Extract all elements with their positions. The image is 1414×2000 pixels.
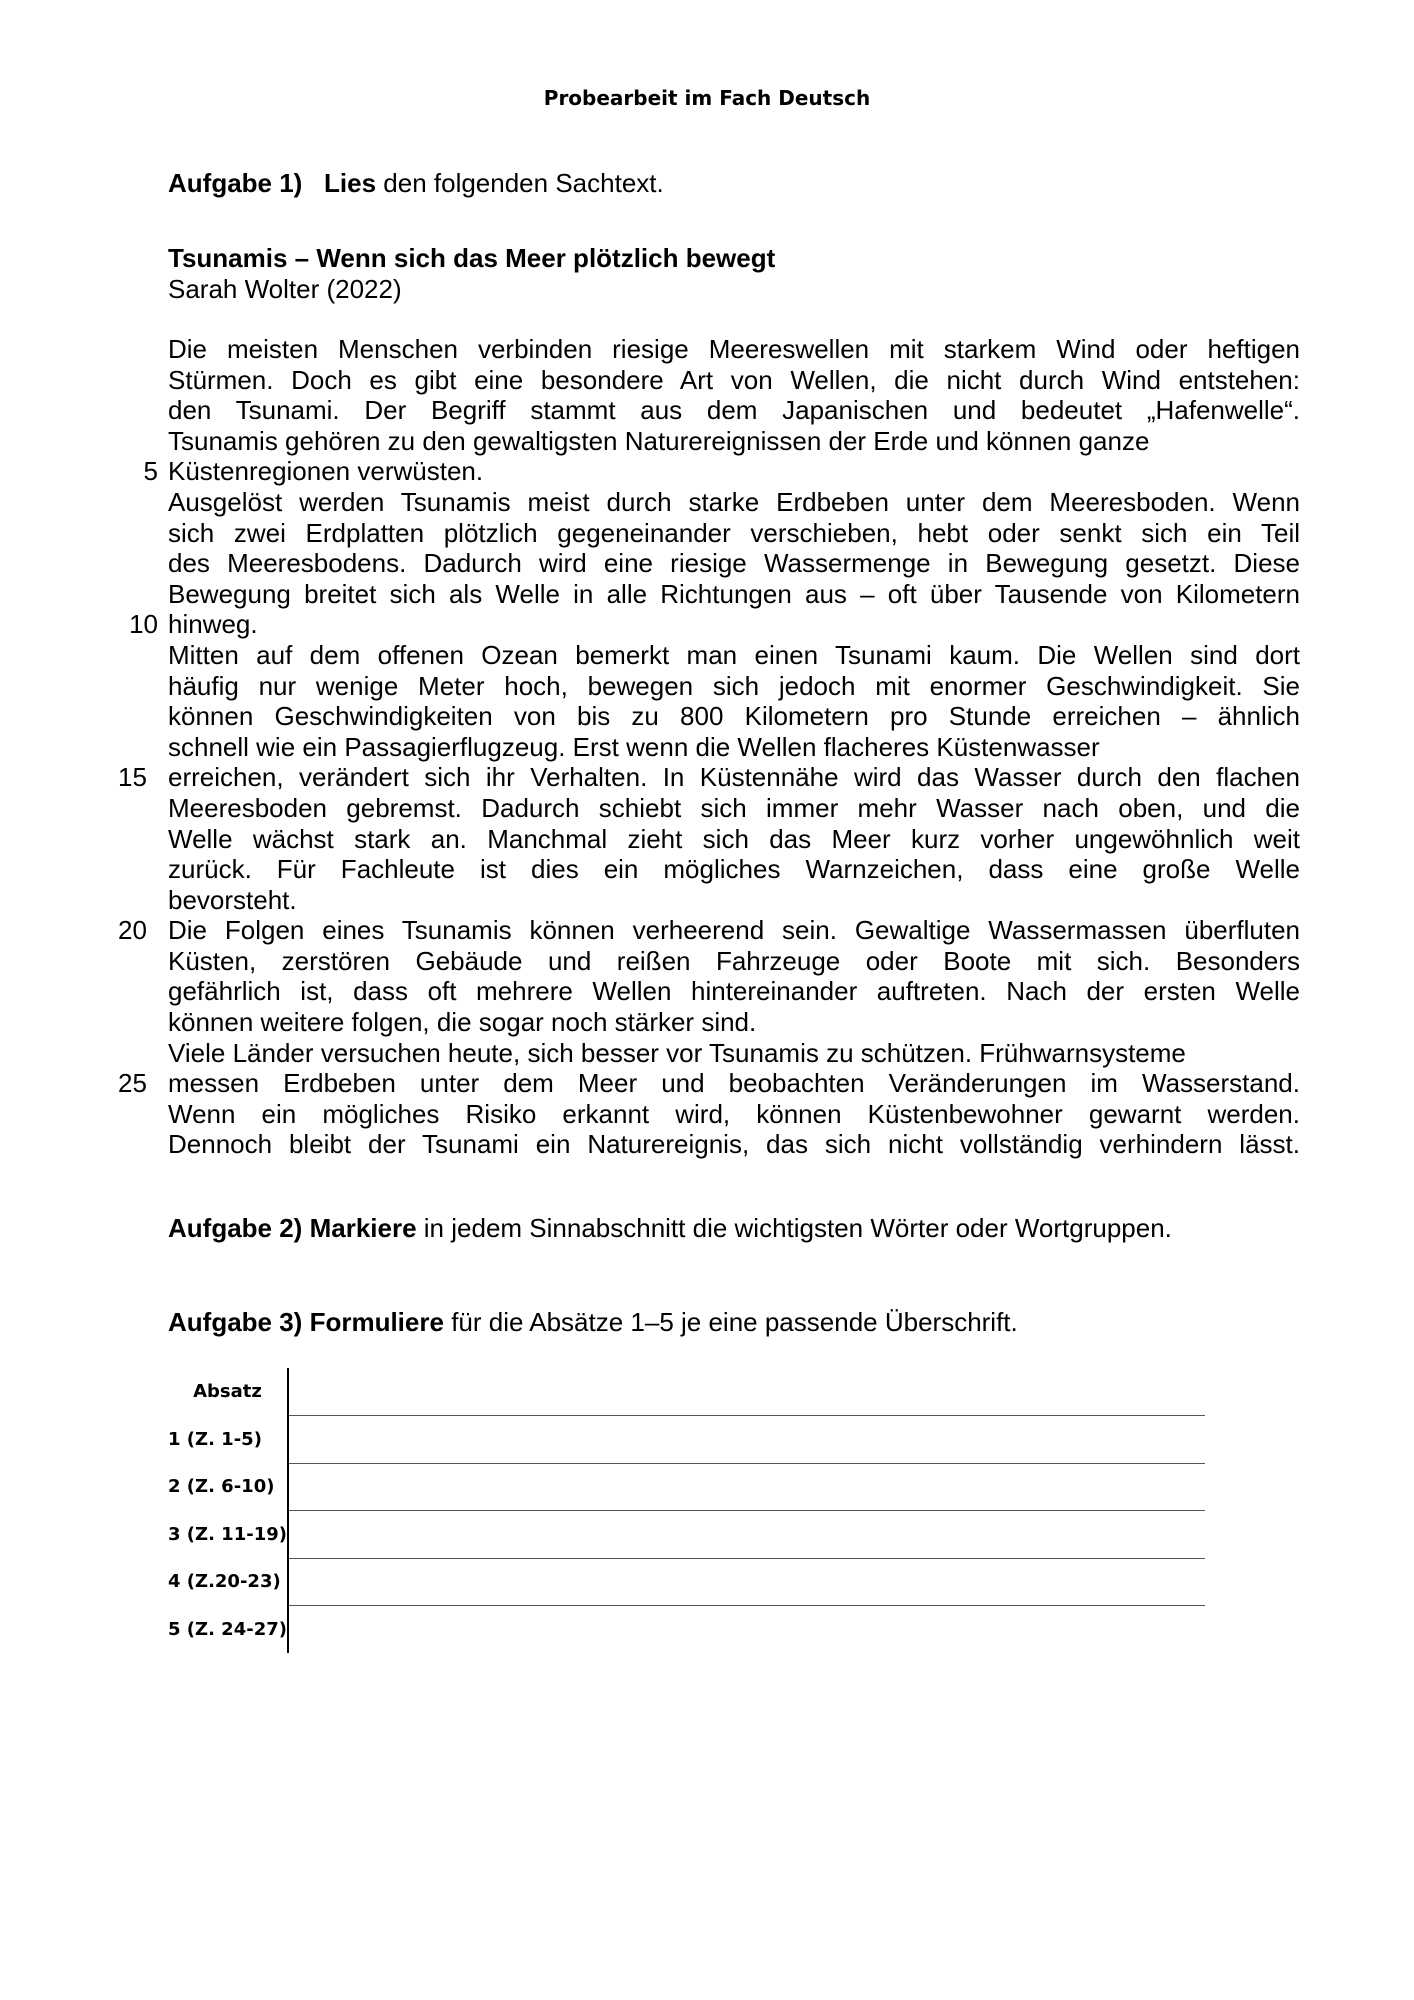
line-text: Bewegung breitet sich als Welle in alle Richtungen aus – oft über Tausende von Kilometern: [168, 578, 1300, 609]
article-line: [168, 824, 1300, 855]
line-text: gefährlich ist, dass oft mehrere Wellen hintereinander auftreten. Nach der ersten Welle: [168, 976, 1300, 1007]
table-header-blank: [288, 1368, 1205, 1416]
line-number: 20: [118, 915, 147, 946]
heading-answer-field[interactable]: [288, 1416, 1205, 1464]
article-line: [168, 946, 1300, 977]
table-row-label: 4 (Z.20-23): [168, 1558, 288, 1606]
line-number: 15: [118, 762, 147, 793]
line-text: Küstenregionen verwüsten.: [168, 456, 484, 487]
article-author: Sarah Wolter (2022): [168, 274, 402, 304]
article-line: [129, 609, 1300, 640]
task-1-verb: Lies: [324, 168, 377, 198]
task-1-label: Aufgabe 1): [168, 168, 303, 198]
line-text: hinweg.: [168, 609, 258, 640]
article-line: [168, 854, 1300, 885]
line-text: Stürmen. Doch es gibt eine besondere Art von Wellen, die nicht durch Wind entstehen:: [168, 364, 1300, 395]
article-body: [118, 334, 1300, 1160]
line-text: messen Erdbeben unter dem Meer und beobachten Veränderungen im Wasserstand.: [168, 1068, 1300, 1099]
task-3-text: für die Absätze 1–5 je eine passende Überschrift.: [451, 1307, 1018, 1337]
table-row: [168, 1463, 1205, 1511]
heading-answer-field[interactable]: [288, 1511, 1205, 1559]
article-line: [168, 334, 1300, 365]
table-row: [168, 1558, 1205, 1606]
article-line: [168, 1099, 1300, 1130]
line-text: können Geschwindigkeiten von bis zu 800 Kilometern pro Stunde erreichen – ähnlich: [168, 701, 1300, 732]
task-3: [168, 1307, 1018, 1338]
line-text: Wenn ein mögliches Risiko erkannt wird, können Küstenbewohner gewarnt werden.: [168, 1098, 1300, 1129]
line-text: sich zwei Erdplatten plötzlich gegeneinander verschieben, hebt oder senkt sich ein Teil: [168, 517, 1300, 548]
article-line: [168, 793, 1300, 824]
task-3-label: Aufgabe 3): [168, 1307, 303, 1337]
headings-table: [168, 1368, 1205, 1653]
article-line: [168, 1038, 1300, 1069]
line-text: häufig nur wenige Meter hoch, bewegen sich jedoch mit enormer Geschwindigkeit. Sie: [168, 670, 1300, 701]
heading-answer-field[interactable]: [288, 1558, 1205, 1606]
task-1-text: den folgenden Sachtext.: [383, 168, 664, 198]
line-text: Mitten auf dem offenen Ozean bemerkt man einen Tsunami kaum. Die Wellen sind dort: [168, 639, 1300, 670]
task-2-label: Aufgabe 2): [168, 1213, 303, 1243]
article-line: [168, 395, 1300, 426]
table-row-label: 2 (Z. 6-10): [168, 1463, 288, 1511]
line-text: Küsten, zerstören Gebäude und reißen Fahrzeuge oder Boote mit sich. Besonders: [168, 945, 1300, 976]
heading-answer-field[interactable]: [288, 1463, 1205, 1511]
line-number: 5: [143, 456, 158, 487]
line-text: erreichen, verändert sich ihr Verhalten. In Küstennähe wird das Wasser durch den flachen: [168, 762, 1300, 793]
table-row: [168, 1606, 1205, 1654]
line-number: 25: [118, 1068, 147, 1099]
task-2-verb: Markiere: [309, 1213, 417, 1243]
article-line: [168, 885, 1300, 916]
article-line: [118, 762, 1300, 793]
page-header: Probearbeit im Fach Deutsch: [543, 86, 871, 110]
article-line: [143, 456, 1300, 487]
line-text: schnell wie ein Passagierflugzeug. Erst wenn die Wellen flacheres Küstenwasser: [168, 731, 1100, 762]
article-line: [118, 915, 1300, 946]
article-line: [168, 976, 1300, 1007]
table-header-absatz: Absatz: [168, 1368, 288, 1416]
line-text: bevorsteht.: [168, 884, 297, 915]
line-text: den Tsunami. Der Begriff stammt aus dem Japanischen und bedeutet „Hafenwelle“.: [168, 395, 1300, 426]
article-line: [168, 732, 1300, 763]
line-text: Ausgelöst werden Tsunamis meist durch starke Erdbeben unter dem Meeresboden. Wenn: [168, 486, 1300, 517]
table-row: [168, 1416, 1205, 1464]
line-text: Welle wächst stark an. Manchmal zieht sich das Meer kurz vorher ungewöhnlich weit: [168, 823, 1300, 854]
table-header-row: [168, 1368, 1205, 1416]
table-row-label: 3 (Z. 11-19): [168, 1511, 288, 1559]
line-text: Viele Länder versuchen heute, sich besser vor Tsunamis zu schützen. Frühwarnsysteme: [168, 1037, 1186, 1068]
article-line: [168, 671, 1300, 702]
task-3-verb: Formuliere: [309, 1307, 444, 1337]
task-2-text: in jedem Sinnabschnitt die wichtigsten Wörter oder Wortgruppen.: [423, 1213, 1172, 1243]
article-line: [168, 1007, 1300, 1038]
article-line: [168, 1129, 1300, 1160]
table-row-label: 1 (Z. 1-5): [168, 1416, 288, 1464]
article-line: [168, 365, 1300, 396]
line-text: Meeresboden gebremst. Dadurch schiebt sich immer mehr Wasser nach oben, und die: [168, 792, 1300, 823]
article-line: [118, 1068, 1300, 1099]
article-line: [168, 579, 1300, 610]
heading-answer-field[interactable]: [288, 1606, 1205, 1654]
line-text: des Meeresbodens. Dadurch wird eine riesige Wassermenge in Bewegung gesetzt. Diese: [168, 548, 1300, 579]
article-line: [168, 518, 1300, 549]
line-text: Dennoch bleibt der Tsunami ein Naturereignis, das sich nicht vollständig verhindern lässt.: [168, 1129, 1300, 1160]
task-2: [168, 1213, 1172, 1244]
line-text: Die Folgen eines Tsunamis können verheerend sein. Gewaltige Wassermassen überfluten: [168, 915, 1300, 946]
table-row-label: 5 (Z. 24-27): [168, 1606, 288, 1654]
article-line: [168, 640, 1300, 671]
article-title: Tsunamis – Wenn sich das Meer plötzlich bewegt: [168, 243, 776, 273]
line-text: können weitere folgen, die sogar noch stärker sind.: [168, 1007, 757, 1038]
article-line: [168, 426, 1300, 457]
line-number: 10: [129, 609, 158, 640]
article-line: [168, 487, 1300, 518]
task-1: [168, 168, 664, 199]
line-text: Tsunamis gehören zu den gewaltigsten Naturereignissen der Erde und können ganze: [168, 425, 1150, 456]
article-line: [168, 548, 1300, 579]
table-row: [168, 1511, 1205, 1559]
line-text: zurück. Für Fachleute ist dies ein mögliches Warnzeichen, dass eine große Welle: [168, 854, 1300, 885]
line-text: Die meisten Menschen verbinden riesige Meereswellen mit starkem Wind oder heftigen: [168, 334, 1300, 364]
article-line: [168, 701, 1300, 732]
